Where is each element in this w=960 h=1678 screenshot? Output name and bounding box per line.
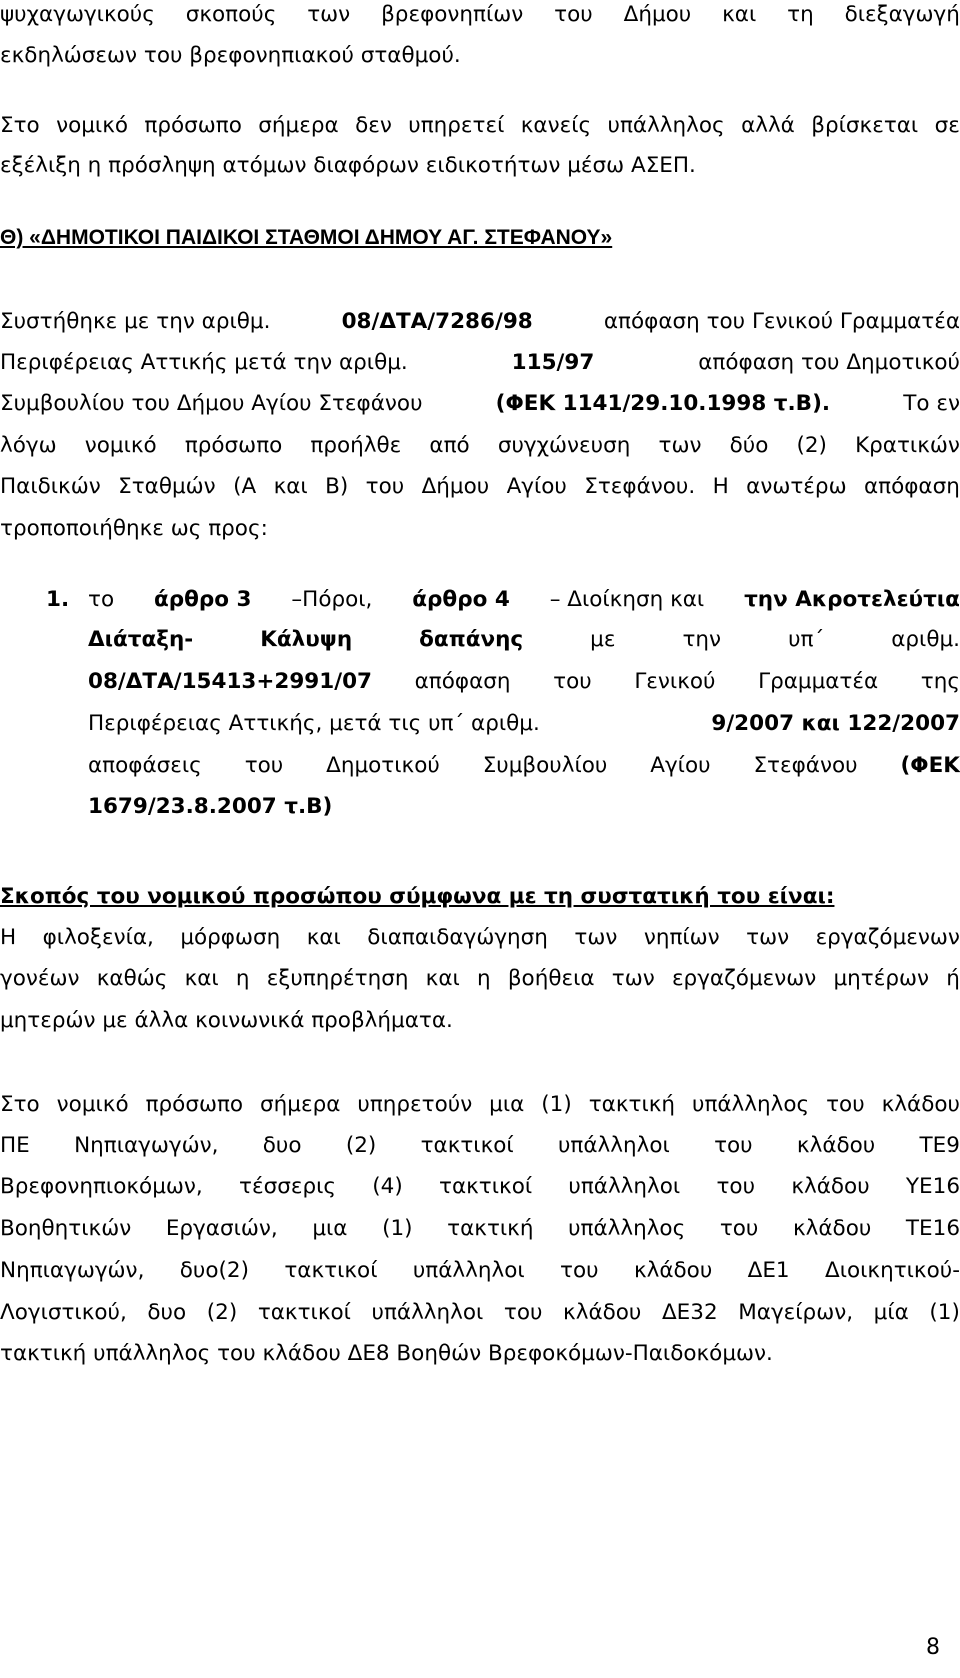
word: βοήθεια (507, 966, 595, 991)
page-number: 8 (926, 1635, 940, 1660)
word: Στεφάνου. (584, 474, 696, 499)
word: ή (946, 966, 960, 991)
word: και (722, 2, 757, 27)
word: κανείς (520, 113, 592, 138)
word: (1) (541, 1092, 572, 1117)
text-line: τακτική υπάλληλος του κλάδου ΔΕ8 Βοηθών Βρεφοκόμων-Παιδοκόμων. (0, 1341, 773, 1366)
word: ανωτέρω (746, 474, 847, 499)
word: υπάλληλοι (412, 1258, 525, 1283)
section-heading-text: Θ) «ΔΗΜΟΤΙΚΟΙ ΠΑΙΔΙΚΟΙ ΣΤΑΘΜΟΙ ΔΗΜΟΥ ΑΓ. ΣΤΕΦΑΝΟΥ» (0, 226, 613, 249)
word: Δήμου (623, 2, 692, 27)
word: Νηπιαγωγών, (0, 1258, 145, 1283)
text-line (0, 108, 960, 144)
word: η (476, 966, 491, 991)
word: σήμερα (260, 1092, 341, 1117)
word: συγχώνευση (497, 433, 631, 458)
word: υπηρετούν (357, 1092, 473, 1117)
word: νηπίων (643, 925, 720, 950)
word: Βρεφονηπιοκόμων, (0, 1174, 203, 1199)
word: η (235, 966, 250, 991)
word: Συμβουλίου (482, 753, 608, 778)
list-item-line: 08/ΔΤΑ/15413+2991/07 απόφαση του Γενικού Γραμματέα της (88, 664, 960, 700)
word: των (658, 433, 702, 458)
word: και (184, 966, 219, 991)
word: και (306, 925, 341, 950)
word: νομικό (56, 113, 129, 138)
word: Εργασιών, (165, 1216, 278, 1241)
word: ΥΕ16 (905, 1174, 960, 1199)
word: Σταθμών (118, 474, 216, 499)
word: γονέων (0, 966, 80, 991)
word: Αγίου (506, 474, 567, 499)
word: νομικό (84, 433, 157, 458)
word: τακτικοί (439, 1174, 533, 1199)
word: και (425, 966, 460, 991)
section-heading (0, 220, 960, 256)
word: κλάδου (563, 1300, 642, 1325)
word: των (611, 966, 655, 991)
text-line (0, 428, 960, 464)
word: τακτικοί (284, 1258, 378, 1283)
word: τη (787, 2, 814, 27)
text-line (0, 961, 960, 997)
word: Μαγείρων, (738, 1300, 854, 1325)
word: ΤΕ9 (919, 1133, 960, 1158)
word: μια (312, 1216, 348, 1241)
word: Στο (0, 1092, 40, 1117)
word: (1) (929, 1300, 960, 1325)
word: Νηπιαγωγών, (74, 1133, 219, 1158)
text-line: Περιφέρειας Αττικής μετά την αριθμ. 115/97 απόφαση του Δημοτικού (0, 350, 960, 375)
text-line (0, 1295, 960, 1331)
word: Γενικού (634, 669, 716, 694)
text-line (0, 1128, 960, 1164)
list-item-line: Διάταξη- Κάλυψη δαπάνης με την υπ΄ αριθμ. (88, 622, 960, 658)
word: των (307, 2, 351, 27)
word: νομικό (56, 1092, 129, 1117)
word: υπάλληλος (568, 1216, 686, 1241)
word: Η (712, 474, 729, 499)
text-line: τροποποιήθηκε ως προς: (0, 516, 268, 541)
list-item-line: 1679/23.8.2007 τ.Β) (88, 794, 333, 819)
word: Διοικητικού- (825, 1258, 960, 1283)
word: Λογιστικού, (0, 1300, 127, 1325)
word: κλάδου (796, 1133, 876, 1158)
word: υπάλληλοι (568, 1174, 681, 1199)
word: σήμερα (258, 113, 339, 138)
list-item-line: το άρθρο 3 –Πόροι, άρθρο 4 – Διοίκηση και την Ακροτελεύτια (88, 587, 960, 612)
word: δεν (355, 113, 392, 138)
word: του (560, 1258, 599, 1283)
word: υπάλληλοι (557, 1133, 670, 1158)
word: εξυπηρέτηση (266, 966, 409, 991)
word: βρεφονηπίων (381, 2, 524, 27)
word: κλάδου (792, 1216, 872, 1241)
purpose-heading: Σκοπός του νομικού προσώπου σύμφωνα με τη συστατική του είναι: (0, 884, 835, 909)
word: δυο (147, 1300, 187, 1325)
word: τακτική (588, 1092, 676, 1117)
word: υπ΄ (788, 627, 825, 652)
word: του (503, 1300, 543, 1325)
word: τέσσερις (239, 1174, 336, 1199)
text-line: Συστήθηκε με την αριθμ. 08/ΔΤΑ/7286/98 απόφαση του Γενικού Γραμματέα (0, 309, 960, 334)
text-line (0, 1253, 960, 1289)
word: Η (0, 925, 17, 950)
text-line (0, 469, 960, 505)
text-line (0, 1211, 960, 1247)
word: αποφάσεις (88, 753, 202, 778)
word: των (574, 925, 618, 950)
word: καθώς (96, 966, 168, 991)
word: βρίσκεται (811, 113, 919, 138)
word: μητέρων (833, 966, 930, 991)
word: τακτικοί (257, 1300, 351, 1325)
word: Στεφάνου (753, 753, 858, 778)
word: (1) (382, 1216, 413, 1241)
list-item-line: αποφάσεις του Δημοτικού Συμβουλίου Αγίου Στεφάνου (ΦΕΚ (88, 748, 960, 784)
word: Γραμματέα (758, 669, 879, 694)
word: του (719, 1216, 759, 1241)
word: ΤΕ16 (905, 1216, 960, 1241)
word: κλάδου (881, 1092, 960, 1117)
text-line (0, 0, 960, 33)
word: αριθμ. (891, 627, 960, 652)
word: μόρφωση (180, 925, 281, 950)
word: του (826, 1092, 865, 1117)
word: του (716, 1174, 756, 1199)
word: απόφαση (863, 474, 960, 499)
word: του (714, 1133, 753, 1158)
word: του (244, 753, 284, 778)
word: των (746, 925, 790, 950)
word: διεξαγωγή (844, 2, 960, 27)
word: σκοπούς (185, 2, 277, 27)
word: μια (489, 1092, 525, 1117)
word: ΠΕ (0, 1133, 30, 1158)
word: του (553, 669, 592, 694)
word: Αγίου (650, 753, 711, 778)
word: και (273, 474, 308, 499)
text-line: Συμβουλίου του Δήμου Αγίου Στεφάνου (ΦΕΚ 1141/29.10.1998 τ.Β). Το εν (0, 391, 960, 416)
word: (4) (372, 1174, 403, 1199)
word: δύο (729, 433, 769, 458)
word: (2) (796, 433, 827, 458)
word: (Α (233, 474, 257, 499)
text-line: μητερών με άλλα κοινωνικά προβλήματα. (0, 1008, 453, 1033)
word: ΔΕ32 (661, 1300, 718, 1325)
word: Δήμου (421, 474, 490, 499)
word: πρόσωπο (184, 433, 283, 458)
word: δυο(2) (179, 1258, 249, 1283)
word: αλλά (741, 113, 795, 138)
word: από (429, 433, 470, 458)
word: Β) (325, 474, 349, 499)
word: Παιδικών (0, 474, 101, 499)
word: δυο (262, 1133, 302, 1158)
word: λόγω (0, 433, 57, 458)
word: κλάδου (791, 1174, 870, 1199)
word: Βοηθητικών (0, 1216, 132, 1241)
word: πρόσωπο (144, 113, 242, 138)
word: υπάλληλος (607, 113, 725, 138)
word: ΔΕ1 (747, 1258, 790, 1283)
word: διαπαιδαγώγηση (367, 925, 548, 950)
word: υπηρετεί (408, 113, 505, 138)
word: εργαζόμενων (815, 925, 960, 950)
text-line (0, 1169, 960, 1205)
word: την (682, 627, 722, 652)
word: Δημοτικού (326, 753, 440, 778)
list-number: 1. (46, 587, 70, 612)
word: τακτική (447, 1216, 534, 1241)
word: ψυχαγωγικούς (0, 2, 155, 27)
word: υπάλληλος (692, 1092, 810, 1117)
word: μία (873, 1300, 909, 1325)
word: εργαζόμενων (671, 966, 817, 991)
word: του (365, 474, 405, 499)
word: σε (934, 113, 960, 138)
word: πρόσωπο (145, 1092, 244, 1117)
word: Στο (0, 113, 40, 138)
word: (2) (206, 1300, 238, 1325)
word: κλάδου (633, 1258, 713, 1283)
word: (2) (345, 1133, 377, 1158)
word: της (920, 669, 960, 694)
list-item-line: Περιφέρειας Αττικής, μετά τις υπ΄ αριθμ. 9/2007 και 122/2007 (88, 711, 960, 736)
text-line: εξέλιξη η πρόσληψη ατόμων διαφόρων ειδικοτήτων μέσω ΑΣΕΠ. (0, 153, 696, 178)
word: του (554, 2, 593, 27)
word: με (590, 627, 616, 652)
word: απόφαση (414, 669, 511, 694)
word: φιλοξενία, (42, 925, 154, 950)
text-line: εκδηλώσεων του βρεφονηπιακού σταθμού. (0, 43, 461, 68)
word: τακτικοί (420, 1133, 514, 1158)
word: προήλθε (310, 433, 402, 458)
word: Κρατικών (855, 433, 960, 458)
text-line (0, 920, 960, 956)
word: υπάλληλοι (371, 1300, 484, 1325)
text-line (0, 1087, 960, 1123)
